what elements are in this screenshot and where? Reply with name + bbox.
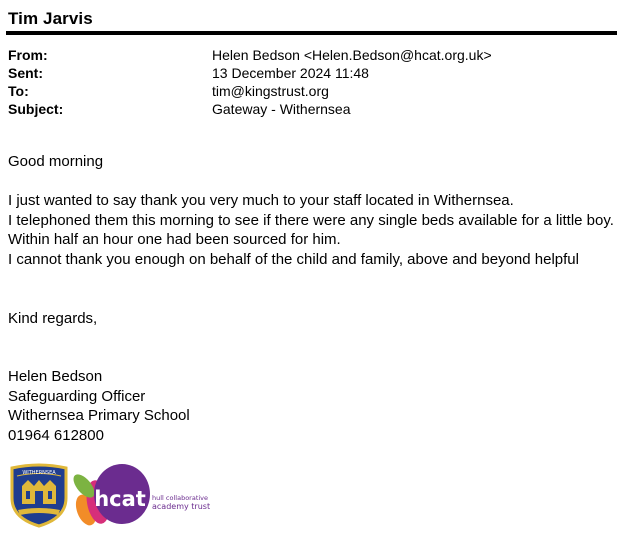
to-label: To: bbox=[8, 83, 29, 99]
message-paragraph bbox=[8, 191, 614, 269]
from-value: Helen Bedson <Helen.Bedson@hcat.org.uk> bbox=[212, 47, 492, 63]
hcat-tagline-line1: hull collaborative bbox=[152, 494, 209, 502]
message-line: I cannot thank you enough on behalf of the child and family, above and beyond helpful bbox=[8, 250, 579, 268]
subject-label: Subject: bbox=[8, 101, 64, 117]
header-row-subject bbox=[8, 100, 492, 118]
school-crest-logo bbox=[8, 462, 70, 528]
message-line: I just wanted to say thank you very much to your staff located in Withernsea. bbox=[8, 192, 514, 209]
header-row-sent bbox=[8, 64, 492, 82]
hcat-tagline-line2: academy trust bbox=[152, 502, 211, 511]
message-line: Within half an hour one had been sourced for him. bbox=[8, 231, 341, 248]
signature-title: Safeguarding Officer bbox=[8, 387, 146, 405]
hcat-logo bbox=[72, 462, 212, 528]
signature-name: Helen Bedson bbox=[8, 368, 103, 385]
to-value: tim@kingstrust.org bbox=[212, 83, 329, 99]
header-row-from bbox=[8, 46, 492, 64]
message-line: I telephoned them this morning to see if there were any single beds available for a little boy. bbox=[8, 211, 614, 229]
crest-text: WITHERNSEA bbox=[22, 470, 56, 476]
from-label: From: bbox=[8, 47, 48, 63]
sent-value: 13 December 2024 11:48 bbox=[212, 65, 369, 81]
signature-block bbox=[8, 367, 190, 445]
header-row-to bbox=[8, 82, 492, 100]
header-divider bbox=[6, 31, 617, 35]
signoff: Kind regards, bbox=[8, 310, 98, 327]
greeting: Good morning bbox=[8, 153, 104, 170]
subject-value: Gateway - Withernsea bbox=[212, 101, 351, 117]
signature-phone: 01964 612800 bbox=[8, 426, 104, 444]
email-header-block bbox=[8, 46, 492, 118]
mailbox-owner-name: Tim Jarvis bbox=[8, 9, 93, 28]
sent-label: Sent: bbox=[8, 65, 43, 81]
signature-school: Withernsea Primary School bbox=[8, 407, 190, 424]
hcat-wordmark: hcat bbox=[94, 487, 146, 511]
